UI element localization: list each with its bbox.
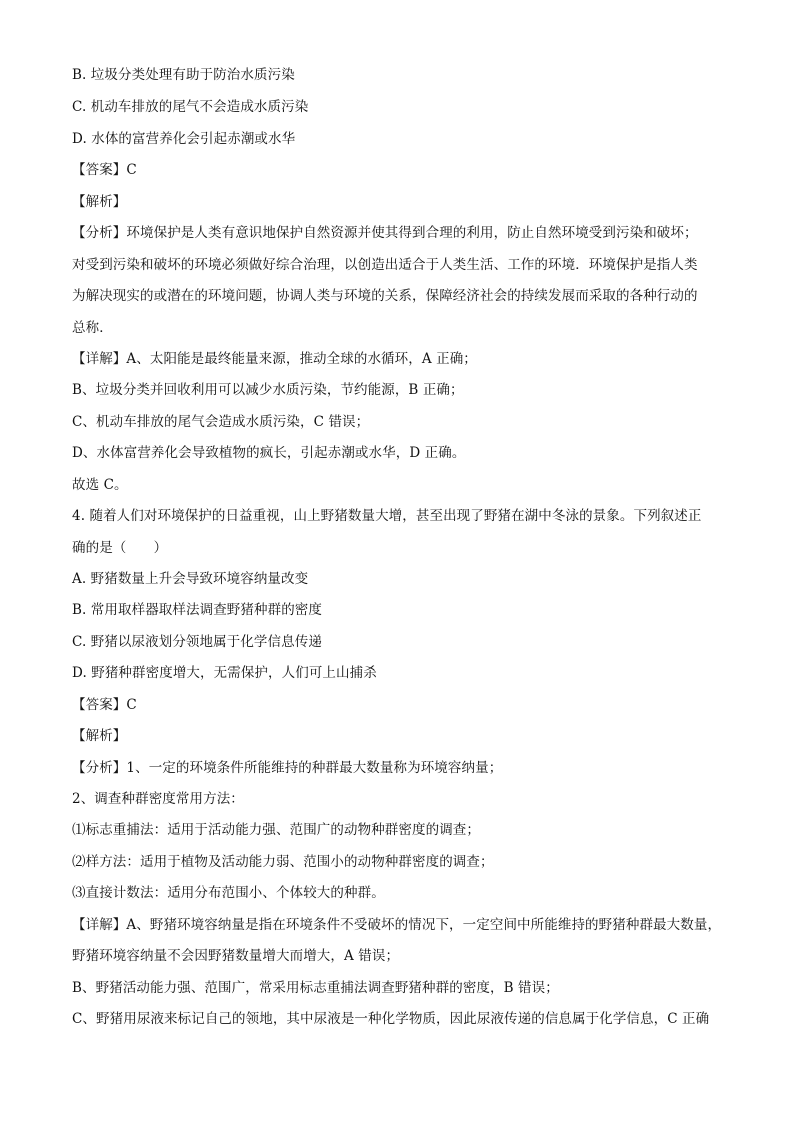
analysis-text-q3-line4: 总称． [72,320,113,336]
analysis-label-q4: 【解析】 [72,728,127,744]
question-4-option-a: A. 野猪数量上升会导致环境容纳量改变 [72,571,309,587]
option-d-previous: D. 水体的富营养化会引起赤潮或水华 [72,131,296,147]
analysis-q4-method3: ⑶直接计数法：适用分布范围小、个体较大的种群。 [72,885,385,901]
answer-label-q4: 【答案】C [72,697,137,713]
option-c-previous: C. 机动车排放的尾气不会造成水质污染 [72,99,309,115]
analysis-text-q3-line1: 【分析】环境保护是人类有意识地保护自然资源并使其得到合理的利用，防止自然环境受到污染和破坏； [72,225,698,241]
analysis-q4-point2: 2、调查种群密度常用方法： [72,791,244,807]
analysis-text-q3-line3: 为解决现实的或潜在的环境问题，协调人类与环境的关系，保障经济社会的持续发展而采取的各种行动的 [72,288,698,304]
detail-q3-c: C、机动车排放的尾气会造成水质污染，C 错误； [72,414,370,430]
detail-q4-b: B、野猪活动能力强、范围广，常采用标志重捕法调查野猪种群的密度，B 错误； [72,980,559,996]
detail-q3-d: D、水体富营养化会导致植物的疯长，引起赤潮或水华，D 正确。 [72,445,466,461]
answer-label-q3: 【答案】C [72,162,137,178]
question-4-option-b: B. 常用取样器取样法调查野猪种群的密度 [72,602,323,618]
analysis-label-q3: 【解析】 [72,194,127,210]
detail-q4-a-line2: 野猪环境容纳量不会因野猪数量增大而增大，A 错误； [72,948,400,964]
analysis-text-q3-line2: 对受到污染和破坏的环境必须做好综合治理，以创造出适合于人类生活、工作的环境．环境保护是指人类 [72,257,698,273]
question-4-line1: 4. 随着人们对环境保护的日益重视，山上野猪数量大增，甚至出现了野猪在湖中冬泳的景象。下列叙述正 [72,508,702,524]
analysis-q4-method1: ⑴标志重捕法：适用于活动能力强、范围广的动物种群密度的调查； [72,822,480,838]
detail-q4-c: C、野猪用尿液来标记自己的领地，其中尿液是一种化学物质，因此尿液传递的信息属于化学信息，C 正确 [72,1011,710,1027]
option-b-previous: B. 垃圾分类处理有助于防治水质污染 [72,67,295,83]
analysis-q4-point1: 【分析】1、一定的环境条件所能维持的种群最大数量称为环境容纳量； [72,760,503,776]
selection-q3: 故选 C。 [72,477,128,493]
detail-q3-b: B、垃圾分类并回收利用可以减少水质污染，节约能源，B 正确； [72,382,464,398]
question-4-option-c: C. 野猪以尿液划分领地属于化学信息传递 [72,634,322,650]
detail-q4-a-line1: 【详解】A、野猪环境容纳量是指在环境条件不受破坏的情况下，一定空间中所能维持的野猪种群最大数量， [72,917,722,933]
detail-q3-a: 【详解】A、太阳能是最终能量来源，推动全球的水循环，A 正确； [72,351,477,367]
question-4-option-d: D. 野猪种群密度增大，无需保护，人们可上山捕杀 [72,665,377,681]
question-4-line2: 确的是（ ） [72,540,168,556]
analysis-q4-method2: ⑵样方法：适用于植物及活动能力弱、范围小的动物种群密度的调查； [72,854,494,870]
